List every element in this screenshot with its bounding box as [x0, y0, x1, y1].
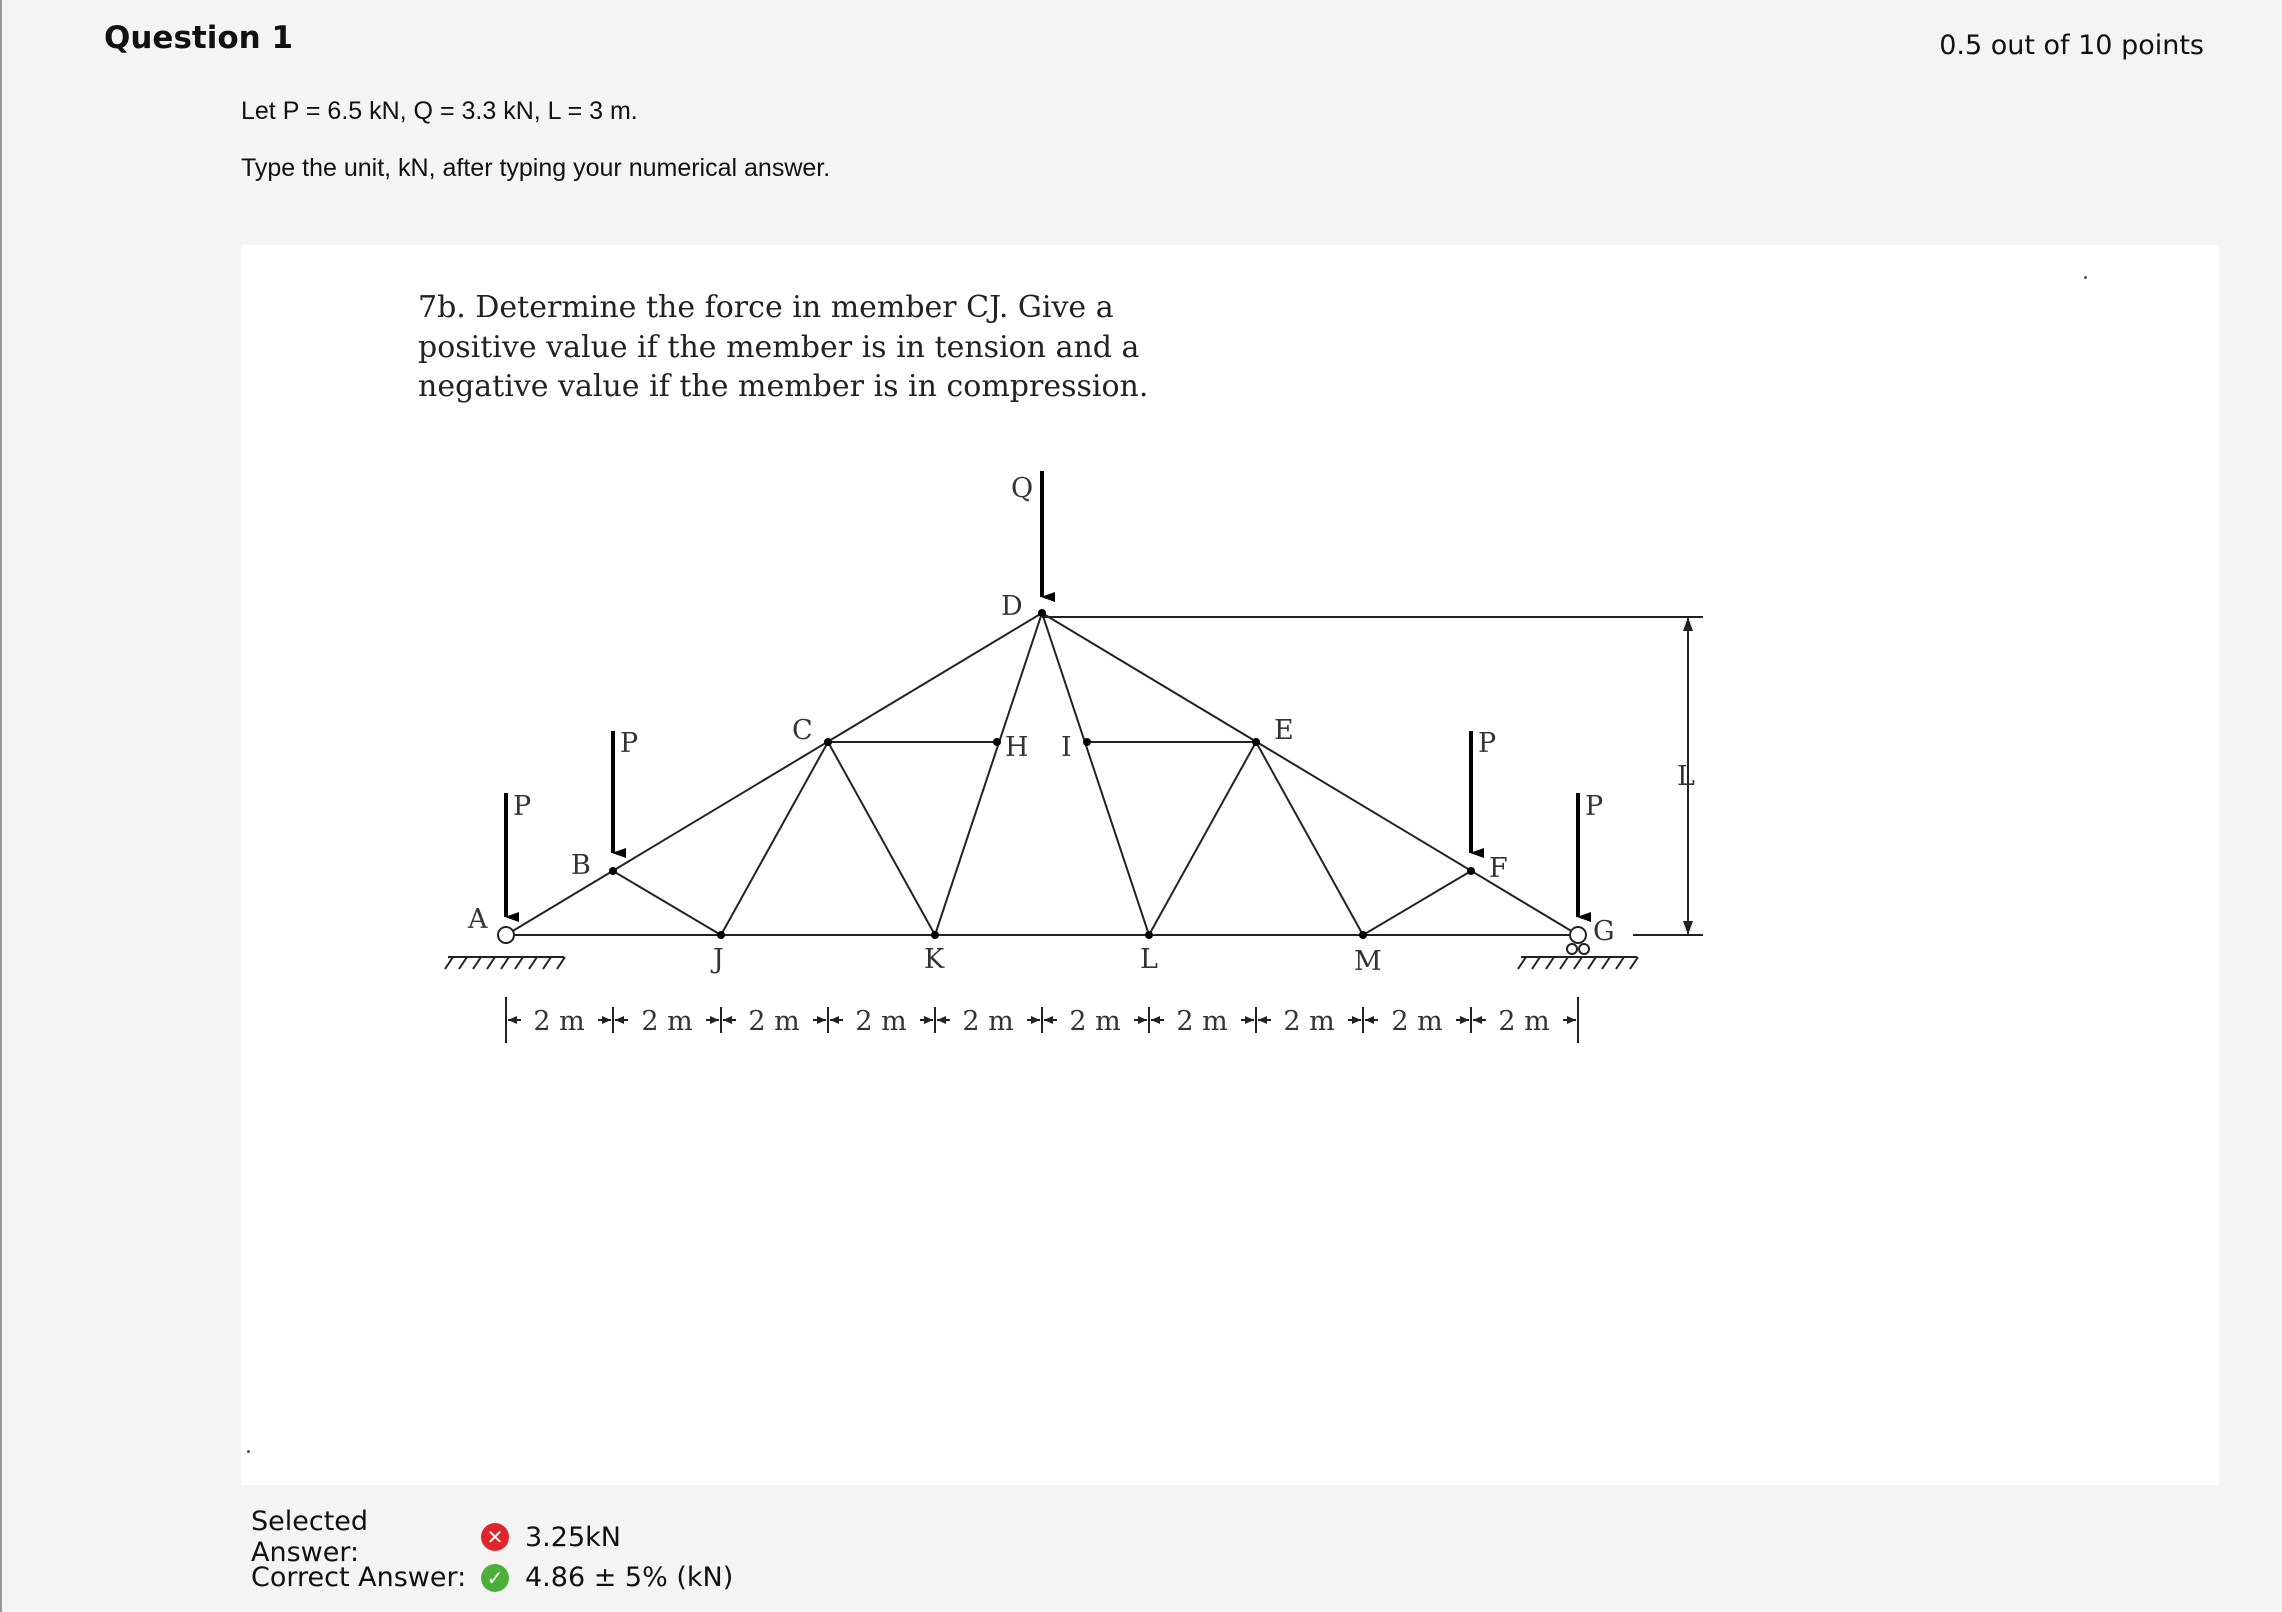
member-le — [1149, 742, 1256, 935]
member-jc — [721, 742, 828, 935]
node-label-b: B — [571, 850, 591, 881]
member-mf — [1363, 871, 1471, 935]
correct-answer-row — [251, 1562, 733, 1593]
selected-answer-row — [251, 1506, 621, 1568]
joint-j — [717, 931, 725, 939]
check-circle-icon: ✓ — [481, 1564, 509, 1592]
truss-diagram — [241, 245, 2219, 1485]
span-dimension-7 — [1151, 1006, 1254, 1037]
selected-answer-value: 3.25kN — [525, 1521, 621, 1553]
load-label-b: P — [620, 728, 639, 759]
correct-answer-value: 4.86 ± 5% (kN) — [525, 1562, 734, 1593]
node-label-e: E — [1274, 715, 1294, 746]
x-circle-icon: ✕ — [481, 1523, 509, 1551]
left-border — [0, 0, 2, 1612]
load-label-q: Q — [1011, 473, 1034, 504]
member-ck — [828, 742, 935, 935]
height-arrow-top — [1683, 617, 1693, 631]
prompt-line-2: positive value if the member is in tension and a — [418, 330, 1140, 365]
top-chord-right — [1042, 613, 1578, 935]
node-label-m: M — [1354, 946, 1382, 977]
member-bj — [613, 871, 721, 935]
prompt-line-3: negative value if the member is in compression. — [418, 369, 1149, 404]
joints — [609, 609, 1475, 939]
span-label-9: 2 m — [1391, 1006, 1443, 1037]
question-instruction: Type the unit, kN, after typing your numerical answer. — [241, 154, 831, 182]
span-label-4: 2 m — [855, 1006, 907, 1037]
correct-answer-label: Correct Answer: — [251, 1562, 467, 1593]
span-dimension-1 — [508, 1006, 611, 1037]
height-label: L — [1677, 761, 1695, 792]
span-label-1: 2 m — [533, 1006, 585, 1037]
span-dimension-3 — [723, 1006, 826, 1037]
joint-f — [1467, 867, 1475, 875]
span-label-8: 2 m — [1283, 1006, 1335, 1037]
joint-l — [1145, 931, 1153, 939]
question-title: Question 1 — [104, 20, 294, 56]
joint-e — [1252, 738, 1260, 746]
span-label-10: 2 m — [1498, 1006, 1550, 1037]
member-kd — [935, 613, 1042, 935]
span-dimension-2 — [615, 1006, 719, 1037]
roller-support-g — [1518, 927, 1638, 969]
span-label-2: 2 m — [641, 1006, 693, 1037]
question-points: 0.5 out of 10 points — [1939, 30, 2204, 61]
load-label-g: P — [1585, 791, 1604, 822]
span-label-5: 2 m — [962, 1006, 1014, 1037]
joint-d — [1038, 609, 1046, 617]
height-arrow-bottom — [1683, 921, 1693, 935]
node-label-d: D — [1001, 591, 1023, 622]
load-label-a: P — [513, 791, 532, 822]
span-label-6: 2 m — [1069, 1006, 1121, 1037]
loads — [506, 471, 1578, 917]
node-label-c: C — [792, 715, 813, 746]
joint-k — [931, 931, 939, 939]
pin-support-a — [445, 927, 565, 969]
joint-m — [1359, 931, 1367, 939]
node-label-i: I — [1061, 732, 1072, 763]
selected-answer-label: Selected Answer: — [251, 1506, 369, 1568]
node-label-g: G — [1593, 916, 1615, 947]
span-label-3: 2 m — [748, 1006, 800, 1037]
joint-b — [609, 867, 617, 875]
truss-members — [506, 613, 1703, 935]
node-label-j: J — [713, 944, 724, 975]
node-label-a: A — [468, 904, 488, 935]
span-dimension-10 — [1473, 1006, 1576, 1037]
prompt-line-1: 7b. Determine the force in member CJ. Give a — [418, 290, 1114, 325]
joint-c — [824, 738, 832, 746]
question-given-values: Let P = 6.5 kN, Q = 3.3 kN, L = 3 m. — [241, 97, 638, 125]
span-dimension-6 — [1044, 1006, 1147, 1037]
node-label-h: H — [1005, 732, 1029, 763]
span-dimension-9 — [1365, 1006, 1469, 1037]
node-label-f: F — [1489, 853, 1508, 884]
truss-figure — [241, 245, 2219, 1485]
joint-h — [993, 738, 1001, 746]
span-label-7: 2 m — [1176, 1006, 1228, 1037]
joint-i — [1083, 738, 1091, 746]
span-dimension-5 — [937, 1006, 1040, 1037]
node-label-k: K — [924, 944, 945, 975]
span-dimension-8 — [1258, 1006, 1361, 1037]
span-dimension-4 — [830, 1006, 933, 1037]
node-label-l: L — [1140, 944, 1158, 975]
member-em — [1256, 742, 1363, 935]
top-chord-left — [506, 613, 1042, 935]
load-label-f: P — [1478, 728, 1497, 759]
member-dl — [1042, 613, 1149, 935]
